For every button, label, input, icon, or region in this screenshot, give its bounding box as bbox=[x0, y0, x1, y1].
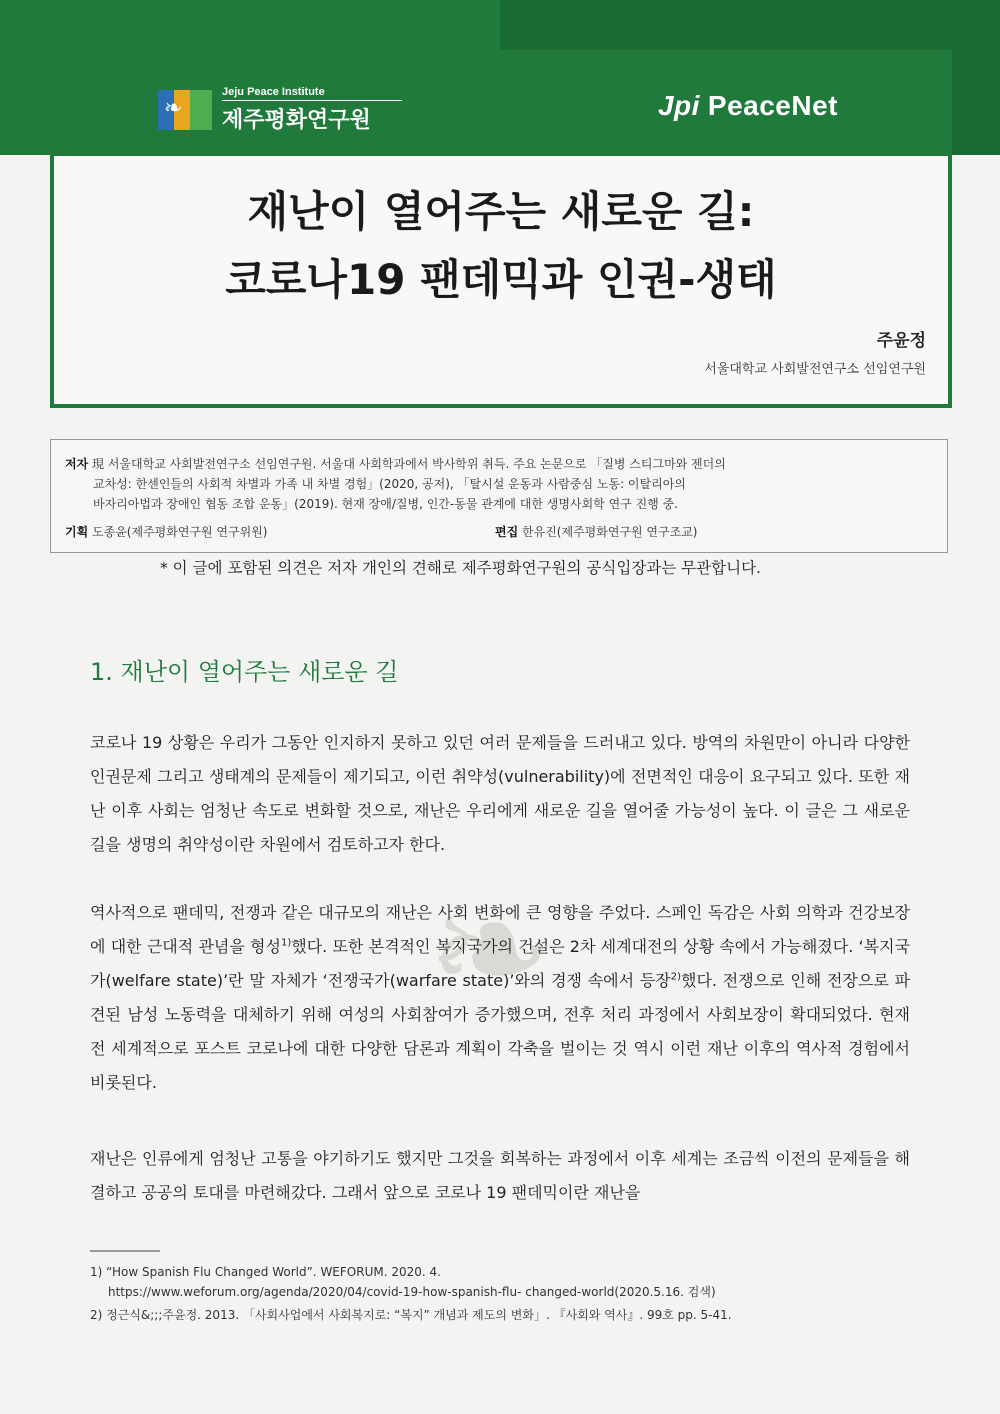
paragraph-2-part-a: 역사적으로 팬데믹, 전쟁과 같은 대규모의 재난은 사회 변화에 큰 영향을 주었다. 스페인 독감은 사회 의학과 건강보장에 대한 근대적 관념을 형성 bbox=[90, 903, 910, 956]
footnote-2: 2) 정근식&;;;주윤정. 2013. 「사회사업에서 사회복지로: “복지” 개념과 제도의 변화」. 『사회와 역사』. 99호 pp. 5-41. bbox=[90, 1308, 732, 1322]
edit-value: 한유진(제주평화연구원 연구조교) bbox=[522, 525, 698, 539]
author-bio-1: 現 서울대학교 사회발전연구소 선임연구원. 서울대 사회학과에서 박사학위 취득. 주요 논문으로 「질병 스티그마와 젠더의 bbox=[92, 457, 726, 471]
paragraph-2-part-c: 했다. 전쟁으로 인해 전장으로 파견된 남성 노동력을 대체하기 위해 여성의 사회참여가 증가했으며, 전후 처리 과정에서 사회보장이 확대되었다. 현재 전 세계적으로 포스트 코로나에 대한 다양한 담론과 계획이 각축을 벌이는 것 역시 이런 재난 이후의 역사적 경험에서 비롯된다. bbox=[90, 971, 910, 1092]
jeju-peace-institute-logo[interactable] bbox=[158, 86, 402, 134]
footnote-1-url[interactable]: https://www.weforum.org/agenda/2020/04/covid-19-how-spanish-flu- changed-world(2020.5.16. 검색) bbox=[108, 1285, 716, 1299]
author-bio-3: 바자리아법과 장애인 협동 조합 운동」(2019). 현재 장애/질병, 인간-동물 관계에 대한 생명사회학 연구 진행 중. bbox=[93, 497, 678, 511]
title-line-1: 재난이 열어주는 새로운 길: bbox=[247, 187, 755, 236]
paragraph-2-part-b: 했다. 또한 본격적인 복지국가의 건설은 2차 세계대전의 상황 속에서 가능해졌다. ‘복지국가(welfare state)’란 말 자체가 ‘전쟁국가(warfare state)’와의 경쟁 속에서 등장 bbox=[90, 937, 910, 990]
logo-mark-icon: ❧ bbox=[158, 90, 212, 130]
section-heading: 1. 재난이 열어주는 새로운 길 bbox=[90, 658, 399, 686]
footnote-ref-1[interactable]: 1) bbox=[280, 937, 292, 949]
watermark-logo: ❧ bbox=[427, 863, 553, 1037]
author-affiliation: 서울대학교 사회발전연구소 선임연구원 bbox=[704, 362, 926, 377]
author-bio-2: 교차성: 한센인들의 사회적 차별과 가족 내 차별 경험」(2020, 공저), 「탈시설 운동과 사람중심 노동: 이탈리아의 bbox=[93, 477, 686, 491]
footnote-ref-2[interactable]: 2) bbox=[670, 971, 682, 983]
paragraph-2 bbox=[90, 896, 910, 1100]
institute-english-name: Jeju Peace Institute bbox=[222, 86, 402, 101]
footnote-1: 1) “How Spanish Flu Changed World”. WEFORUM. 2020. 4. bbox=[90, 1265, 441, 1279]
plan-label: 기획 bbox=[65, 525, 89, 539]
paragraph-1: 코로나 19 상황은 우리가 그동안 인지하지 못하고 있던 여러 문제들을 드러내고 있다. 방역의 차원만이 아니라 다양한 인권문제 그리고 생태계의 문제들이 제기되고, 이런 취약성(vulnerability)에 전면적인 대응이 요구되고 있다. 또한 재난 이후 사회는 엄청난 속도로 변화할 것으로, 재난은 우리에게 새로운 길을 열어줄 가능성이 높다. 이 글은 그 새로운 길을 생명의 취약성이란 차원에서 검토하고자 한다. bbox=[90, 733, 910, 854]
title-line-2: 코로나19 팬데믹과 인권-생태 bbox=[225, 255, 777, 304]
edit-label: 편집 bbox=[495, 525, 519, 539]
author-info-box bbox=[50, 439, 948, 553]
author-label: 저자 bbox=[65, 457, 89, 471]
author-info-line-1 bbox=[65, 454, 927, 474]
author-name: 주윤정 bbox=[876, 331, 926, 351]
credits-row bbox=[65, 522, 927, 542]
plan-value: 도종윤(제주평화연구원 연구위원) bbox=[92, 525, 268, 539]
institute-korean-name: 제주평화연구원 bbox=[222, 108, 371, 133]
disclaimer: * 이 글에 포함된 의견은 저자 개인의 견해로 제주평화연구원의 공식입장과는 무관합니다. bbox=[160, 559, 761, 577]
jpi-mark: Jpi bbox=[657, 90, 700, 121]
peacenet-logo[interactable] bbox=[658, 90, 838, 122]
peacenet-name: PeaceNet bbox=[707, 90, 838, 121]
title-frame bbox=[50, 50, 952, 408]
paragraph-3: 재난은 인류에게 엄청난 고통을 야기하기도 했지만 그것을 회복하는 과정에서 이후 세계는 조금씩 이전의 문제들을 해결하고 공공의 토대를 마련해갔다. 그래서 앞으로 코로나 19 팬데믹이란 재난을 bbox=[90, 1149, 910, 1202]
footnote-divider bbox=[90, 1250, 160, 1252]
